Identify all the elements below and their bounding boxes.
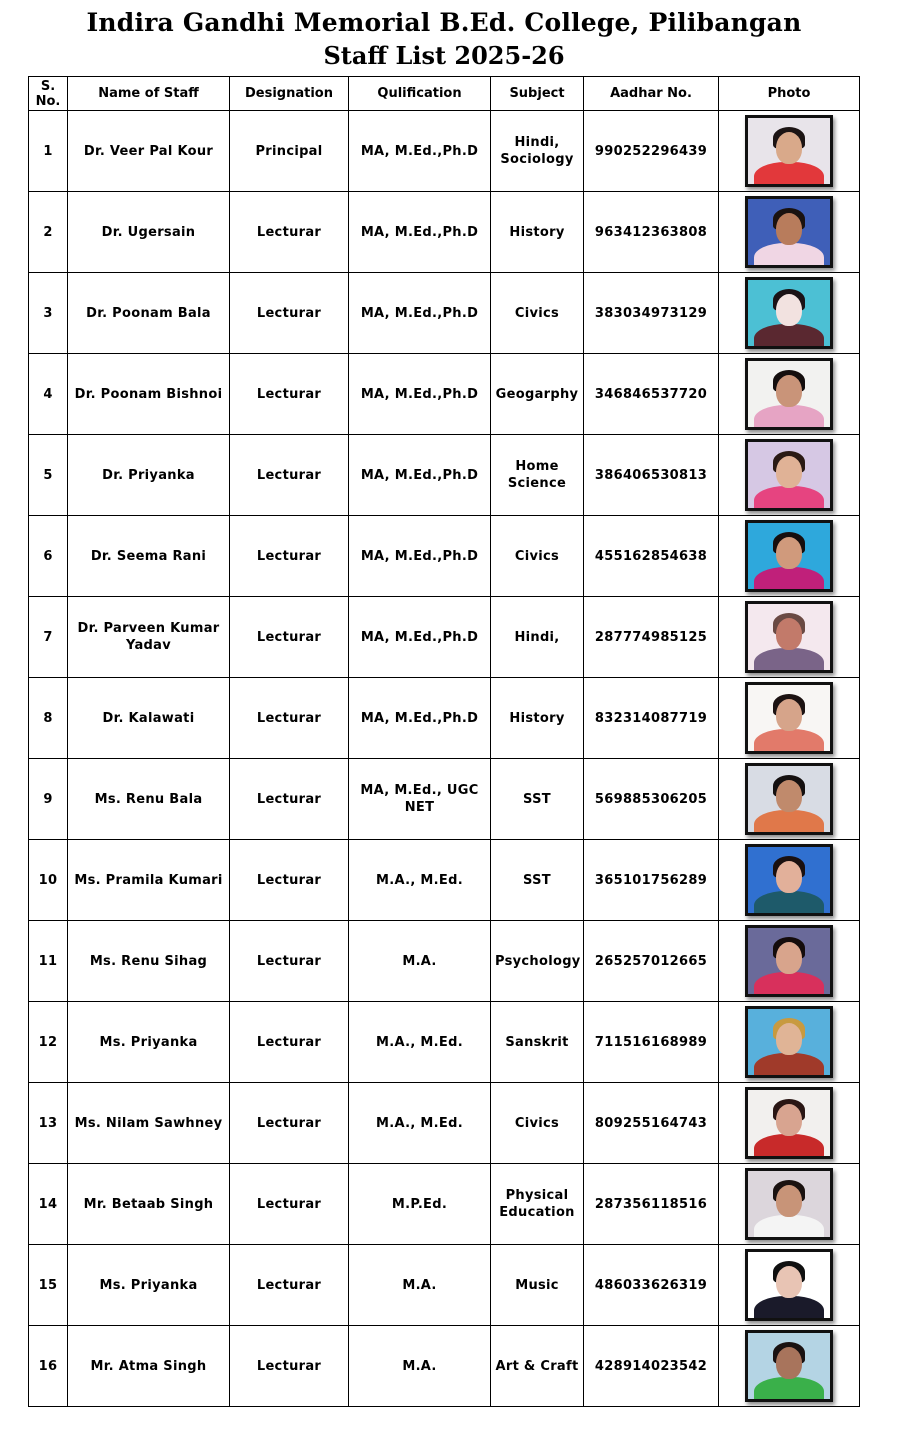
cell-aadhar: 383034973129 [584,273,719,354]
cell-photo [719,354,860,435]
cell-qualification: M.P.Ed. [349,1164,491,1245]
cell-photo [719,273,860,354]
cell-qualification: M.A., M.Ed. [349,1083,491,1164]
staff-photo [745,682,833,754]
cell-subject: Civics [491,1083,584,1164]
table-row [29,759,860,840]
cell-qualification: M.A. [349,1326,491,1407]
table-row [29,1002,860,1083]
staff-photo [745,763,833,835]
photo-clothing [754,1134,824,1159]
cell-staff-name: Mr. Atma Singh [68,1326,230,1407]
cell-qualification: MA, M.Ed., UGC NET [349,759,491,840]
cell-subject: Hindi, [491,597,584,678]
cell-staff-name: Dr. Parveen Kumar Yadav [68,597,230,678]
photo-clothing [754,1215,824,1240]
cell-sno: 9 [29,759,68,840]
cell-sno: 6 [29,516,68,597]
cell-qualification: MA, M.Ed.,Ph.D [349,273,491,354]
cell-aadhar: 963412363808 [584,192,719,273]
column-header-aadhar: Aadhar No. [584,77,719,111]
cell-subject: Sanskrit [491,1002,584,1083]
photo-face [776,780,802,812]
cell-qualification: MA, M.Ed.,Ph.D [349,516,491,597]
staff-photo [745,439,833,511]
cell-subject: Music [491,1245,584,1326]
cell-designation: Lecturar [230,435,349,516]
staff-photo [745,358,833,430]
table-row [29,840,860,921]
column-header-sno: S. No. [29,77,68,111]
cell-designation: Lecturar [230,192,349,273]
cell-staff-name: Dr. Veer Pal Kour [68,111,230,192]
cell-subject: Geogarphy [491,354,584,435]
cell-designation: Lecturar [230,1245,349,1326]
table-row [29,1326,860,1407]
table-row [29,597,860,678]
cell-staff-name: Dr. Poonam Bishnoi [68,354,230,435]
photo-clothing [754,972,824,997]
photo-clothing [754,1377,824,1402]
cell-designation: Lecturar [230,921,349,1002]
column-header-designation: Designation [230,77,349,111]
photo-face [776,618,802,650]
photo-clothing [754,648,824,673]
photo-face [776,456,802,488]
column-header-qualification: Qulification [349,77,491,111]
cell-aadhar: 365101756289 [584,840,719,921]
cell-sno: 2 [29,192,68,273]
cell-designation: Lecturar [230,354,349,435]
cell-qualification: MA, M.Ed.,Ph.D [349,435,491,516]
photo-face [776,375,802,407]
cell-subject: Civics [491,516,584,597]
photo-face [776,537,802,569]
cell-sno: 7 [29,597,68,678]
cell-sno: 11 [29,921,68,1002]
column-header-subject: Subject [491,77,584,111]
staff-photo [745,844,833,916]
staff-table-body [29,111,860,1407]
cell-sno: 3 [29,273,68,354]
cell-qualification: M.A. [349,1245,491,1326]
cell-qualification: M.A. [349,921,491,1002]
staff-photo [745,277,833,349]
photo-clothing [754,486,824,511]
staff-photo [745,1087,833,1159]
table-row [29,354,860,435]
staff-photo [745,925,833,997]
table-row [29,192,860,273]
staff-photo [745,115,833,187]
cell-qualification: MA, M.Ed.,Ph.D [349,192,491,273]
cell-designation: Lecturar [230,1326,349,1407]
photo-face [776,1266,802,1298]
cell-subject: Psychology [491,921,584,1002]
cell-aadhar: 265257012665 [584,921,719,1002]
cell-designation: Lecturar [230,1083,349,1164]
photo-clothing [754,162,824,187]
table-header-row [29,77,860,111]
cell-qualification: MA, M.Ed.,Ph.D [349,597,491,678]
photo-face [776,1347,802,1379]
cell-subject: SST [491,840,584,921]
photo-face [776,861,802,893]
cell-photo [719,1002,860,1083]
cell-designation: Lecturar [230,759,349,840]
cell-aadhar: 287774985125 [584,597,719,678]
cell-aadhar: 455162854638 [584,516,719,597]
photo-face [776,294,802,326]
cell-aadhar: 346846537720 [584,354,719,435]
cell-photo [719,840,860,921]
cell-sno: 13 [29,1083,68,1164]
staff-photo [745,520,833,592]
staff-photo [745,1330,833,1402]
cell-sno: 15 [29,1245,68,1326]
cell-subject: Home Science [491,435,584,516]
cell-photo [719,435,860,516]
photo-clothing [754,243,824,268]
cell-staff-name: Dr. Poonam Bala [68,273,230,354]
cell-photo [719,1083,860,1164]
cell-photo [719,597,860,678]
cell-qualification: MA, M.Ed.,Ph.D [349,678,491,759]
cell-staff-name: Dr. Seema Rani [68,516,230,597]
document-header [0,6,888,72]
photo-clothing [754,810,824,835]
table-row [29,273,860,354]
table-row [29,435,860,516]
photo-face [776,699,802,731]
cell-designation: Lecturar [230,597,349,678]
cell-aadhar: 569885306205 [584,759,719,840]
cell-designation: Lecturar [230,1164,349,1245]
cell-designation: Lecturar [230,840,349,921]
staff-photo [745,1006,833,1078]
cell-photo [719,192,860,273]
cell-staff-name: Ms. Pramila Kumari [68,840,230,921]
cell-photo [719,1326,860,1407]
cell-aadhar: 287356118516 [584,1164,719,1245]
cell-subject: SST [491,759,584,840]
cell-sno: 14 [29,1164,68,1245]
cell-qualification: MA, M.Ed.,Ph.D [349,354,491,435]
cell-sno: 12 [29,1002,68,1083]
table-row [29,111,860,192]
cell-staff-name: Dr. Ugersain [68,192,230,273]
cell-sno: 4 [29,354,68,435]
cell-photo [719,516,860,597]
cell-photo [719,111,860,192]
cell-photo [719,678,860,759]
column-header-name: Name of Staff [68,77,230,111]
staff-photo [745,196,833,268]
photo-clothing [754,567,824,592]
cell-photo [719,1245,860,1326]
cell-aadhar: 809255164743 [584,1083,719,1164]
column-header-photo: Photo [719,77,860,111]
photo-clothing [754,1053,824,1078]
cell-qualification: MA, M.Ed.,Ph.D [349,111,491,192]
table-row [29,678,860,759]
photo-clothing [754,405,824,430]
table-row [29,516,860,597]
table-row [29,921,860,1002]
cell-photo [719,1164,860,1245]
photo-face [776,1023,802,1055]
photo-clothing [754,729,824,754]
cell-qualification: M.A., M.Ed. [349,840,491,921]
staff-list-subtitle: Staff List 2025-26 [323,41,565,70]
cell-staff-name: Ms. Nilam Sawhney [68,1083,230,1164]
cell-sno: 8 [29,678,68,759]
staff-photo [745,1168,833,1240]
photo-clothing [754,1296,824,1321]
staff-photo [745,601,833,673]
table-row [29,1083,860,1164]
photo-face [776,1185,802,1217]
cell-sno: 1 [29,111,68,192]
cell-designation: Principal [230,111,349,192]
cell-aadhar: 486033626319 [584,1245,719,1326]
cell-sno: 16 [29,1326,68,1407]
cell-aadhar: 990252296439 [584,111,719,192]
cell-subject: Physical Education [491,1164,584,1245]
cell-photo [719,759,860,840]
cell-designation: Lecturar [230,1002,349,1083]
cell-aadhar: 711516168989 [584,1002,719,1083]
cell-subject: Art & Craft [491,1326,584,1407]
cell-aadhar: 386406530813 [584,435,719,516]
college-title: Indira Gandhi Memorial B.Ed. College, Pilibangan [86,8,802,37]
cell-subject: History [491,678,584,759]
cell-staff-name: Ms. Renu Sihag [68,921,230,1002]
cell-subject: Hindi, Sociology [491,111,584,192]
photo-clothing [754,324,824,349]
photo-clothing [754,891,824,916]
cell-staff-name: Ms. Renu Bala [68,759,230,840]
cell-subject: History [491,192,584,273]
staff-table [28,76,860,1407]
cell-designation: Lecturar [230,516,349,597]
cell-staff-name: Dr. Kalawati [68,678,230,759]
table-row [29,1164,860,1245]
cell-sno: 5 [29,435,68,516]
cell-aadhar: 428914023542 [584,1326,719,1407]
photo-face [776,213,802,245]
cell-aadhar: 832314087719 [584,678,719,759]
cell-photo [719,921,860,1002]
photo-face [776,942,802,974]
cell-designation: Lecturar [230,273,349,354]
cell-staff-name: Ms. Priyanka [68,1002,230,1083]
cell-qualification: M.A., M.Ed. [349,1002,491,1083]
photo-face [776,1104,802,1136]
staff-photo [745,1249,833,1321]
cell-staff-name: Dr. Priyanka [68,435,230,516]
cell-designation: Lecturar [230,678,349,759]
cell-sno: 10 [29,840,68,921]
photo-face [776,132,802,164]
cell-staff-name: Mr. Betaab Singh [68,1164,230,1245]
cell-staff-name: Ms. Priyanka [68,1245,230,1326]
table-row [29,1245,860,1326]
cell-subject: Civics [491,273,584,354]
